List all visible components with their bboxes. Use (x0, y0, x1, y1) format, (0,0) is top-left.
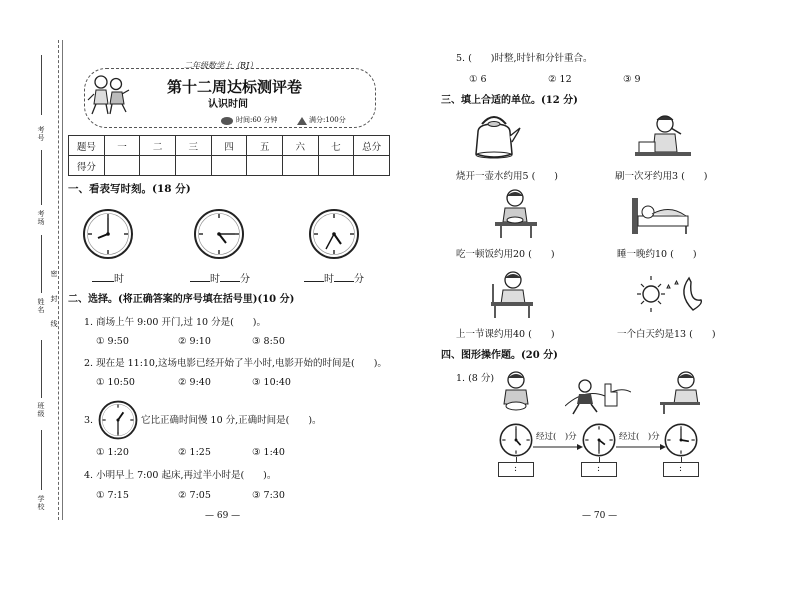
question-5-option-3[interactable]: ③ 9 (623, 74, 641, 85)
score-cell-header: 题号 (69, 136, 105, 156)
time-colon: : (597, 464, 601, 474)
boy-studying-icon (489, 270, 535, 318)
unit-item-4[interactable]: 睡一晚约10 ( ) (617, 249, 697, 260)
unit-item-3[interactable]: 吃一顿饭约用20 ( ) (456, 249, 555, 260)
class-field[interactable] (41, 340, 42, 398)
score-cell-header: 三 (175, 136, 211, 156)
score-cell-header: 四 (211, 136, 247, 156)
boy-studying-icon (658, 370, 706, 414)
minute-blank[interactable] (220, 272, 240, 282)
school-field[interactable] (41, 430, 42, 490)
score-input-cell[interactable] (140, 156, 176, 176)
score-input-cell[interactable] (318, 156, 354, 176)
question-5-option-2[interactable]: ② 12 (548, 74, 572, 85)
question-1-label: 1. (8 分) (456, 373, 495, 384)
hour-unit: 时 (114, 274, 124, 285)
hour-blank[interactable] (190, 272, 210, 282)
sun-moon-icon (637, 274, 705, 314)
question-4-option-3[interactable]: ③ 7:30 (252, 490, 285, 501)
score-table-score-row (69, 156, 390, 176)
label-seal-feng: 封 (50, 295, 58, 303)
score-input-cell[interactable] (354, 156, 390, 176)
score-input-cell[interactable] (282, 156, 318, 176)
score-row-label: 得分 (69, 156, 105, 176)
score-cell-header: 一 (104, 136, 140, 156)
question-4-stem: 4. 小明早上 7:00 起床,再过半小时是( )。 (84, 470, 277, 481)
section2-title: 二、选择。(将正确答案的序号填在括号里)(10 分) (68, 294, 295, 305)
minute-unit: 分 (240, 274, 250, 285)
question-1-option-2[interactable]: ② 9:10 (178, 336, 211, 347)
score-input-cell[interactable] (104, 156, 140, 176)
boy-brushing-icon (635, 112, 691, 158)
clock-icon (582, 423, 616, 457)
time-colon: : (514, 464, 518, 474)
hour-blank[interactable] (304, 272, 324, 282)
label-exam-room: 考场 (37, 210, 45, 226)
time-answer-box[interactable] (498, 462, 534, 477)
minute-blank[interactable] (334, 272, 354, 282)
hour-unit: 时 (210, 274, 220, 285)
score-table-header-row (69, 136, 390, 156)
question-1-stem: 1. 商场上午 9:00 开门,过 10 分是( )。 (84, 317, 267, 328)
exam-number-field[interactable] (41, 55, 42, 115)
section4-title: 四、图形操作题。(20 分) (441, 350, 558, 361)
clock-small-icon (220, 116, 234, 126)
time-answer-box[interactable] (663, 462, 699, 477)
label-seal-mi: 密 (50, 270, 58, 278)
score-input-cell[interactable] (247, 156, 283, 176)
topic-title: 认识时间 (208, 99, 248, 110)
question-4-option-2[interactable]: ② 7:05 (178, 490, 211, 501)
score-input-cell[interactable] (175, 156, 211, 176)
clock-answer-3 (304, 272, 364, 285)
clock-icon (664, 423, 698, 457)
child-sleeping-icon (630, 192, 690, 236)
question-3-option-2[interactable]: ② 1:25 (178, 447, 211, 458)
label-seal-xian: 线 (50, 320, 58, 328)
page-title: 第十二周达标测评卷 (167, 78, 303, 96)
question-5-stem: 5. ( )时整,时针和分针重合。 (456, 53, 593, 64)
time-answer-box[interactable] (581, 462, 617, 477)
kettle-icon (466, 112, 522, 162)
label-exam-number: 考号 (37, 126, 45, 142)
binding-strip (18, 40, 68, 520)
elapsed-label-2[interactable]: 经过( )分 (619, 432, 660, 442)
question-3-stem: 它比正确时间慢 10 分,正确时间是( )。 (141, 415, 322, 426)
unit-item-1[interactable]: 烧开一壶水约用5 ( ) (456, 171, 558, 182)
full-score: 满分:100分 (309, 116, 346, 124)
section3-title: 三、填上合适的单位。(12 分) (441, 95, 578, 106)
page-number-right: — 70 — (582, 511, 618, 521)
clock-icon (308, 208, 360, 260)
question-4-option-1[interactable]: ① 7:15 (96, 490, 129, 501)
question-2-option-3[interactable]: ③ 10:40 (252, 377, 291, 388)
question-3-option-1[interactable]: ① 1:20 (96, 447, 129, 458)
score-input-cell[interactable] (211, 156, 247, 176)
binding-solid-line (62, 40, 63, 520)
clock-icon (193, 208, 245, 260)
question-2-option-1[interactable]: ① 10:50 (96, 377, 135, 388)
children-playing-icon (86, 72, 130, 116)
score-small-icon (296, 116, 308, 126)
score-cell-header: 二 (140, 136, 176, 156)
label-class: 班级 (37, 402, 45, 418)
name-field[interactable] (41, 235, 42, 293)
page-number-left: — 69 — (205, 511, 241, 521)
score-table (68, 135, 390, 176)
clock-icon (82, 208, 134, 260)
question-1-option-1[interactable]: ① 9:50 (96, 336, 129, 347)
minute-unit: 分 (354, 274, 364, 285)
question-3-option-3[interactable]: ③ 1:40 (252, 447, 285, 458)
section1-title: 一、看表写时刻。(18 分) (68, 183, 191, 195)
arrow-right-icon (616, 443, 666, 451)
boy-running-icon (565, 376, 631, 416)
clock-icon (98, 400, 138, 440)
unit-item-6[interactable]: 一个白天约是13 ( ) (617, 329, 716, 340)
clock-answer-2 (190, 272, 250, 285)
hour-unit: 时 (324, 274, 334, 285)
label-name: 姓名 (37, 298, 45, 314)
time-colon: : (679, 464, 683, 474)
time-limit: 时间:60 分钟 (236, 116, 278, 124)
question-5-option-1[interactable]: ① 6 (469, 74, 487, 85)
hour-blank[interactable] (92, 272, 114, 282)
question-3-number: 3. (84, 415, 94, 426)
arrow-right-icon (533, 443, 583, 451)
elapsed-label-1[interactable]: 经过( )分 (536, 432, 577, 442)
clock-icon (499, 423, 533, 457)
score-cell-header: 总分 (354, 136, 390, 156)
header-subtitle: 二年级数学上（RJ） (184, 61, 258, 70)
question-1-option-3[interactable]: ③ 8:50 (252, 336, 285, 347)
boy-eating-icon (498, 370, 536, 416)
score-cell-header: 五 (247, 136, 283, 156)
unit-item-2[interactable]: 刷一次牙约用3 ( ) (615, 171, 708, 182)
unit-item-5[interactable]: 上一节课约用40 ( ) (456, 329, 555, 340)
question-2-option-2[interactable]: ② 9:40 (178, 377, 211, 388)
question-2-stem: 2. 现在是 11:10,这场电影已经开始了半小时,电影开始的时间是( )。 (84, 358, 387, 369)
clock-answer-1 (92, 272, 124, 285)
binding-dashed-line (58, 40, 59, 520)
score-cell-header: 七 (318, 136, 354, 156)
label-school: 学校 (37, 495, 45, 511)
score-cell-header: 六 (282, 136, 318, 156)
exam-room-field[interactable] (41, 150, 42, 205)
boy-eating-icon (493, 188, 539, 238)
